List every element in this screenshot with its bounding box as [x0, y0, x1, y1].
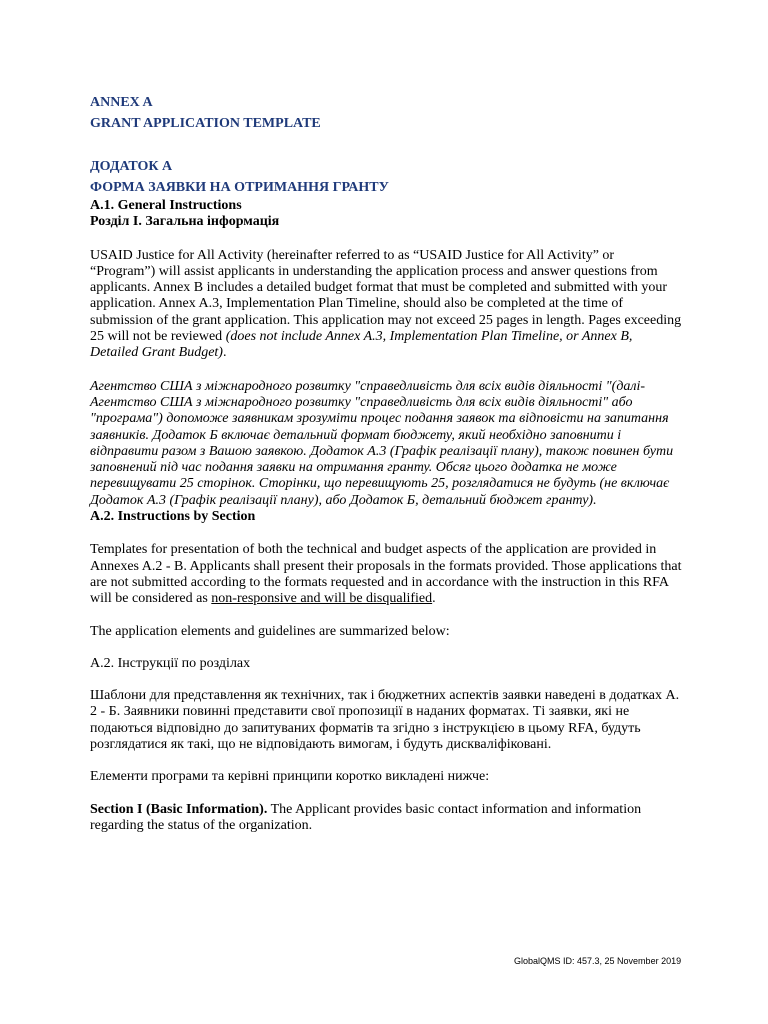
- section-a1-heading: A.1. General Instructions: [90, 198, 242, 213]
- paragraph-italic-note: (does not include Annex A.3, Implementation Plan Timeline, or Annex B, Detailed Grant Budget): [90, 329, 633, 361]
- section-1-label: Section I (Basic Information).: [90, 801, 268, 817]
- paragraph-period: .: [222, 345, 227, 361]
- paragraph-summary-en: The application elements and guidelines are summarized below:: [90, 623, 450, 639]
- paragraph-text: USAID Justice for All Activity (hereinafter referred to as “USAID Justice for All Activity” or “Program”) will assist applicants in understanding the application process and answer questions from applicants. Annex B includes a detailed budget format that must be completed and submitted with your application. Annex A.3, Implementation Plan Timeline, should also be completed at the time of submission of the grant application. This application may not exceed 25 pages in length. Pages exceeding 25 will not be reviewed: [90, 247, 682, 345]
- section-1-text: The Applicant provides basic contact information and information regarding the status of the organization.: [90, 801, 642, 833]
- section-a2-heading: A.2. Instructions by Section: [90, 509, 256, 525]
- paragraph-general-instructions-en: [90, 248, 682, 362]
- footer-document-id: GlobalQMS ID: 457.3, 25 November 2019: [514, 956, 682, 966]
- annex-label-en: ANNEX A: [90, 95, 153, 110]
- paragraph-general-instructions-uk: Агентство США з міжнародного розвитку "справедливість для всіх видів діяльності "(далі- Агентство США з міжнародного розвитку "справедливість для всіх видів діяльності" або "програма") допоможе заявникам зрозуміти процес подання заявок та відповісти на запитання заявників. Додаток Б включає детальний формат бюджету, який необхідно заповнити і відправити разом з Вашою заявкою. Додаток А.3 (Графік реалізації плану), також повинен бути заповнений під час подання заявки на отримання гранту. Обсяг цього додатка не може перевищувати 25 сторінок. Сторінки, що перевищують 25, розглядатися не будуть (не включає Додаток А.3 (Графік реалізації плану), або Додаток Б, детальний бюджет гранту).: [90, 378, 674, 508]
- paragraph-section-instructions-en: [90, 542, 682, 607]
- paragraph-summary-uk: Елементи програми та керівні принципи коротко викладені нижче:: [90, 769, 490, 785]
- section-a2-heading-uk: A.2. Інструкції по розділах: [90, 655, 251, 671]
- paragraph-period: .: [432, 591, 436, 607]
- document-title-en: GRANT APPLICATION TEMPLATE: [90, 116, 321, 131]
- paragraph-section-1: [90, 802, 682, 835]
- paragraph-underlined-text: non-responsive and will be disqualified: [211, 591, 433, 607]
- paragraph-section-instructions-uk: Шаблони для представлення як технічних, так і бюджетних аспектів заявки наведені в додатках А. 2 - Б. Заявники повинні представити свої пропозиції в наданих форматах. Ті заявки, які не подаються відповідно до запитуваних форматів та згідно з інструкцією в цьому RFA, будуть розглядатися як такі, що не відповідають вимогам, і будуть дискваліфіковані.: [90, 688, 680, 753]
- section-a1-heading-uk: Розділ І. Загальна інформація: [90, 214, 280, 230]
- paragraph-text: Templates for presentation of both the technical and budget aspects of the application are provided in Annexes A.2 - B. Applicants shall present their proposals in the formats provided. Those applications that are not submitted according to the formats requested and in accordance with the instruction in this RFA will be considered as: [90, 542, 682, 607]
- document-title-uk: ФОРМА ЗАЯВКИ НА ОТРИМАННЯ ГРАНТУ: [90, 180, 389, 195]
- annex-label-uk: ДОДАТОК А: [90, 159, 173, 174]
- page-content: [90, 92, 682, 834]
